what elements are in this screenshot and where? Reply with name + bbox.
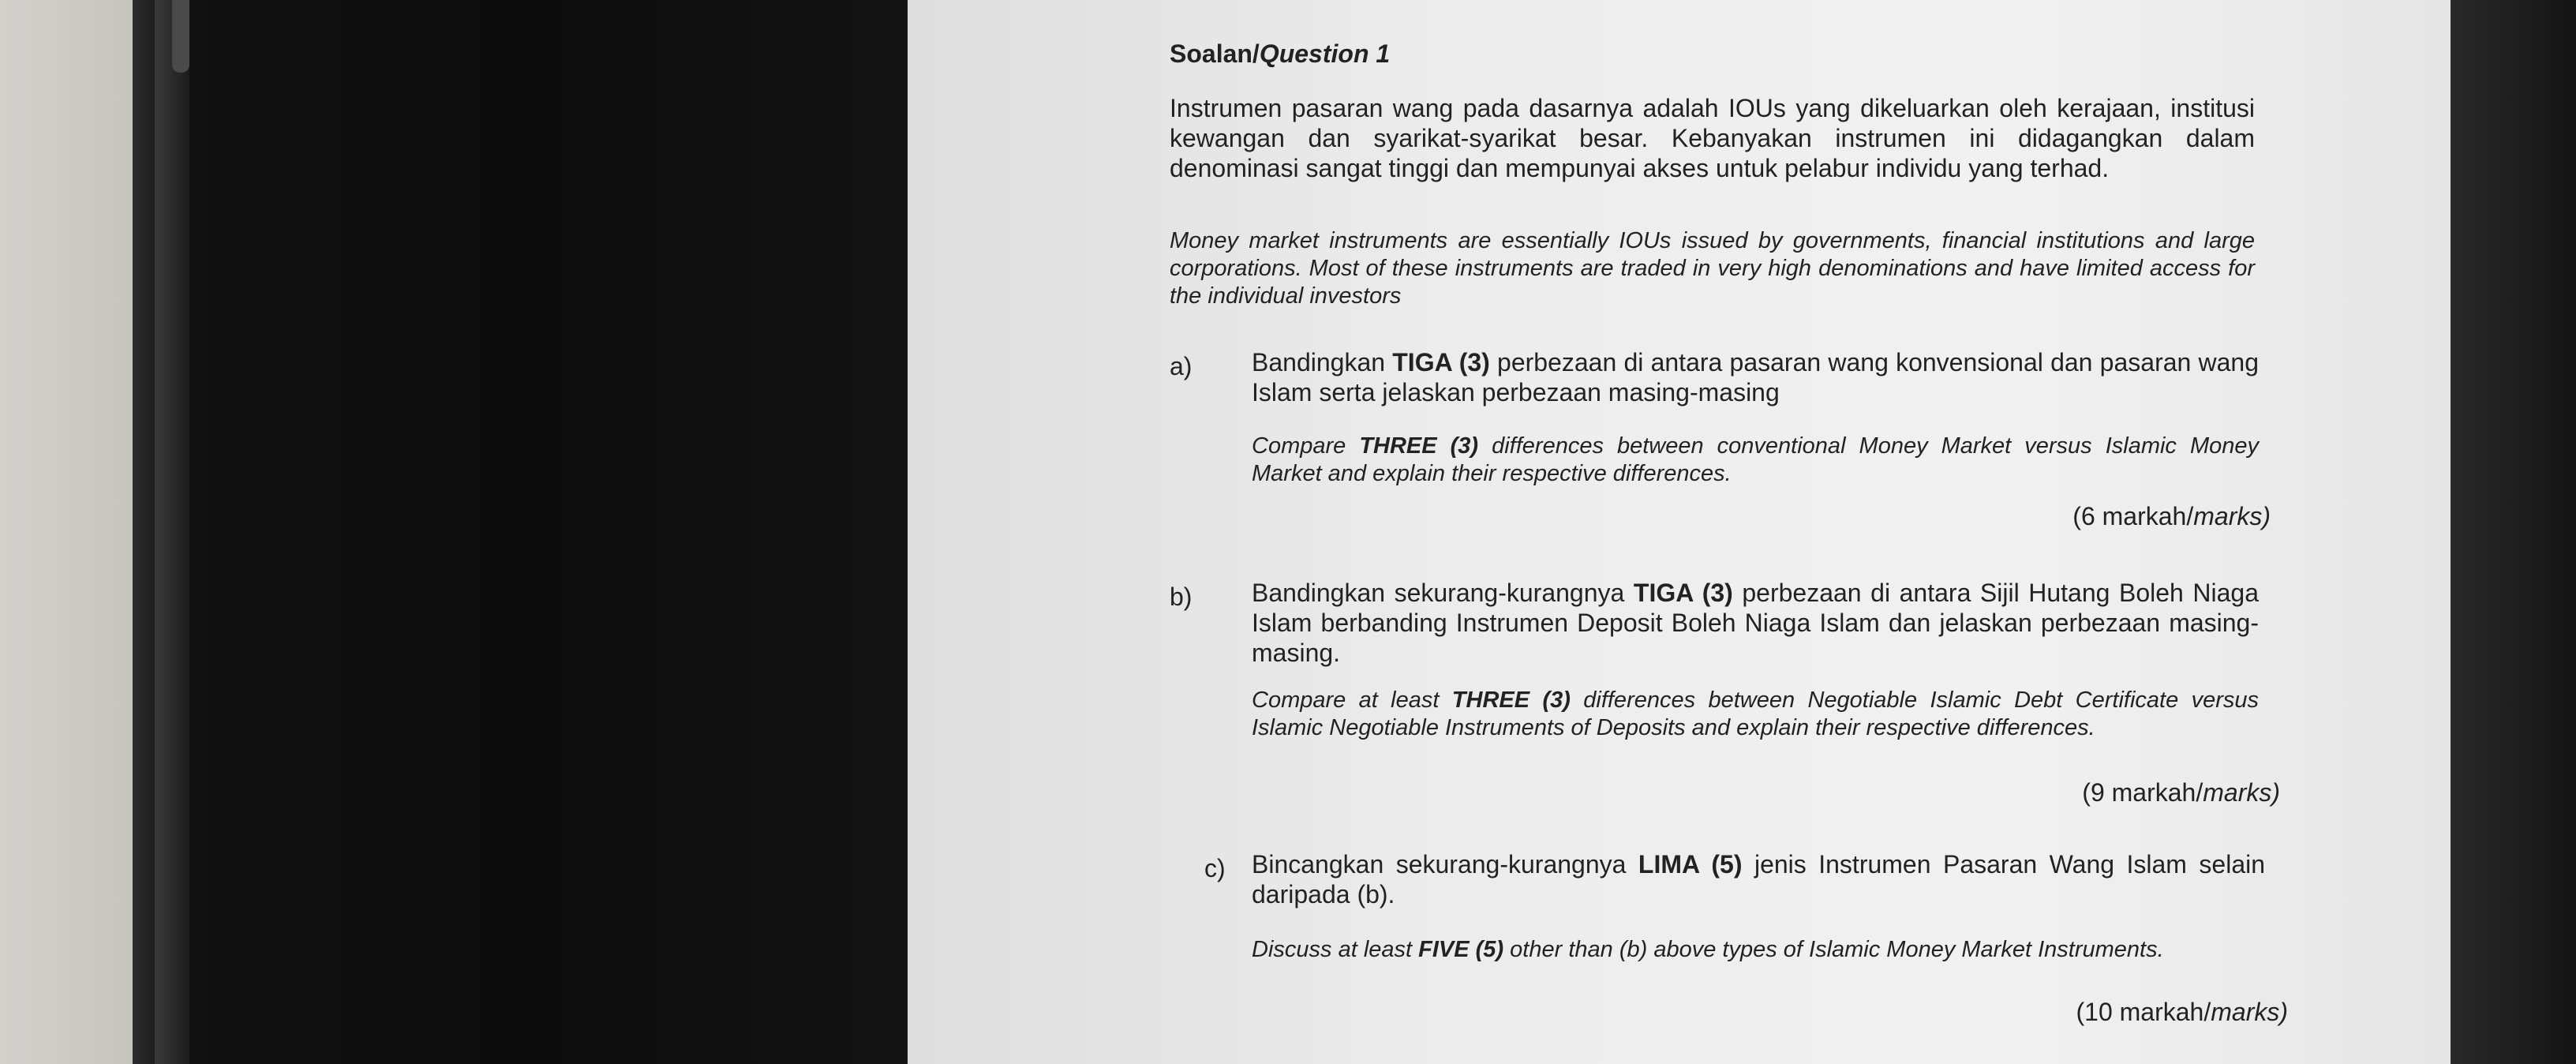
part-c-marks-ms: (10 markah/: [2076, 998, 2211, 1026]
intro-malay: Instrumen pasaran wang pada dasarnya adalah IOUs yang dikeluarkan oleh kerajaan, institusi kewangan dan syarikat-syarikat besar. Kebanyakan instrumen ini didagangkan dalam denominasi sangat tinggi dan mempunyai akses untuk pelabur individu yang terhad.: [1170, 94, 2255, 182]
part-b-marks-en: marks): [2203, 778, 2280, 807]
part-b-en-pre: Compare at least: [1252, 687, 1452, 713]
part-b-marks-ms: (9 markah/: [2082, 778, 2203, 807]
part-b-malay: [1252, 578, 2259, 668]
part-c-english: [1252, 936, 2265, 964]
part-c-en-pre: Discuss at least: [1252, 937, 1419, 962]
part-b-english: [1252, 687, 2259, 742]
part-c-malay: [1252, 849, 2265, 909]
part-b-ms-pre: Bandingkan sekurang-kurangnya: [1252, 579, 1634, 607]
part-a-marks-en: marks): [2193, 502, 2271, 530]
part-a-label: a): [1170, 352, 1193, 380]
intro-english: Money market instruments are essentially IOUs issued by governments, financial institutions and large corporations. Most of these instruments are traded in very high denominations and have limited access for the individual investors: [1170, 228, 2255, 309]
part-b-en-post: differences between Negotiable Islamic Debt Certificate versus Islamic Negotiable Instruments of Deposits and explain their respective differences.: [1252, 687, 2259, 740]
part-b-en-bold: THREE (3): [1451, 687, 1571, 713]
part-a-ms-post: perbezaan di antara pasaran wang konvensional dan pasaran wang Islam serta jelaskan perbezaan masing-masing: [1252, 348, 2260, 406]
part-b-marks: [2082, 778, 2280, 807]
monitor-bezel-left: [133, 0, 922, 1064]
bezel-notch: [172, 0, 189, 73]
part-b-ms-post: perbezaan di antara Sijil Hutang Boleh Niaga Islam berbanding Instrumen Deposit Boleh Niaga Islam dan jelaskan perbezaan masing-masing.: [1252, 579, 2260, 667]
part-c-en-bold: FIVE (5): [1418, 937, 1504, 962]
monitor-bezel-right: [2447, 0, 2576, 1064]
part-b-label: b): [1170, 583, 1193, 611]
exam-document: [908, 0, 2451, 1064]
part-a-ms-bold: TIGA (3): [1392, 348, 1490, 377]
part-c-en-post: other than (b) above types of Islamic Money Market Instruments.: [1503, 937, 2164, 962]
question-heading: [1170, 39, 1390, 69]
question-title-en: Question 1: [1259, 39, 1391, 68]
part-a-marks: [2072, 502, 2271, 531]
part-c-ms-post: jenis Instrumen Pasaran Wang Islam selain daripada (b).: [1252, 850, 2266, 909]
part-a-ms-pre: Bandingkan: [1252, 348, 1393, 377]
part-c-ms-bold: LIMA (5): [1638, 850, 1743, 879]
part-c-marks-en: marks): [2211, 998, 2288, 1026]
part-a-en-post: differences between conventional Money Market versus Islamic Money Market and explain their respective differences.: [1252, 433, 2260, 486]
part-a-marks-ms: (6 markah/: [2072, 502, 2194, 530]
part-c-label: c): [1204, 854, 1226, 882]
part-b-ms-bold: TIGA (3): [1633, 579, 1733, 607]
part-a-english: [1252, 433, 2259, 488]
monitor-bezel-edge: [155, 0, 189, 1064]
part-c-marks: [2076, 998, 2289, 1027]
part-a-en-pre: Compare: [1252, 433, 1360, 459]
part-c-ms-pre: Bincangkan sekurang-kurangnya: [1252, 850, 1638, 879]
question-title-ms: Soalan/: [1170, 39, 1260, 68]
part-a-en-bold: THREE (3): [1359, 433, 1479, 459]
part-a-malay: [1252, 347, 2259, 407]
